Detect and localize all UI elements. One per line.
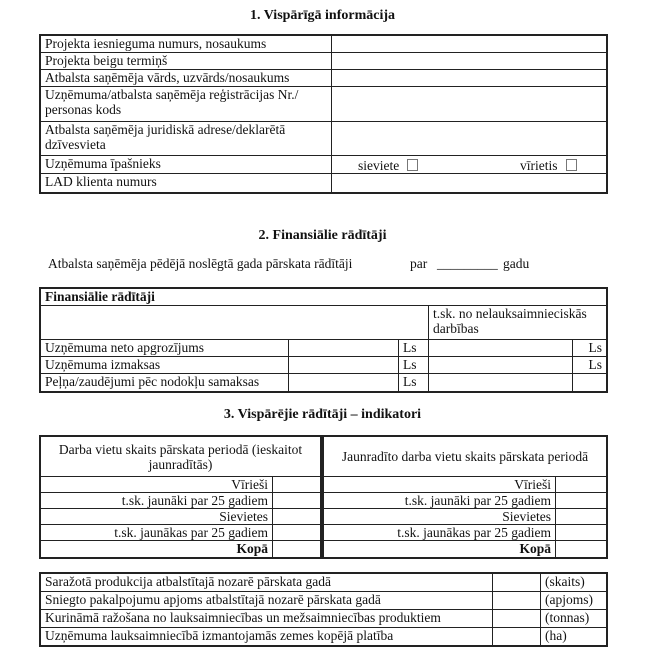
row-label: LAD klienta numurs (41, 174, 332, 193)
jobs-table (40, 436, 321, 558)
financial-table-title: Finansiālie rādītāji (41, 289, 607, 306)
unit-label: (apjoms) (541, 592, 607, 610)
row-label: t.sk. jaunākas par 25 gadiem (324, 525, 556, 541)
female-option[interactable] (358, 158, 418, 173)
input-cell[interactable] (493, 592, 541, 610)
indicator-label: Kurināmā ražošana no lauksaimniecības un mežsaimniecības produktiem (41, 610, 493, 628)
row-label: Projekta iesnieguma numurs, nosaukums (41, 36, 332, 53)
financial-table (40, 288, 607, 392)
input-cell[interactable] (273, 541, 321, 558)
input-cell[interactable] (332, 36, 607, 53)
row-label: Atbalsta saņēmēja juridiskā adrese/deklarētā dzīvesvieta (41, 122, 332, 156)
input-cell[interactable] (289, 357, 399, 374)
input-cell[interactable] (429, 357, 573, 374)
section-3-title: 3. Vispārējie rādītāji – indikatori (223, 407, 422, 422)
currency-label: Ls (573, 340, 607, 357)
indicators-table (40, 573, 607, 646)
input-cell[interactable] (332, 122, 607, 156)
indicator-label: Sniegto pakalpojumu apjoms atbalstītajā nozarē pārskata gadā (41, 592, 493, 610)
total-label: Kopā (324, 541, 556, 558)
non-agri-header: t.sk. no nelauksaimnieciskās darbības (429, 306, 607, 340)
input-cell[interactable] (273, 493, 321, 509)
input-cell[interactable] (429, 374, 573, 392)
row-label: Vīrieši (41, 477, 273, 493)
total-label: Kopā (41, 541, 273, 558)
unit-label: (tonnas) (541, 610, 607, 628)
row-label: Uzņēmuma īpašnieks (41, 156, 332, 174)
female-checkbox[interactable] (407, 159, 418, 171)
unit-label: (ha) (541, 628, 607, 646)
unit-label: (skaits) (541, 574, 607, 592)
report-intro: Atbalsta saņēmēja pēdējā noslēgtā gada pārskata rādītāji (48, 256, 353, 271)
indicator-label: Saražotā produkcija atbalstītajā nozarē pārskata gadā (41, 574, 493, 592)
input-cell[interactable] (332, 87, 607, 122)
section-1-title: 1. Vispārīgā informācija (249, 8, 396, 23)
row-label: t.sk. jaunākas par 25 gadiem (41, 525, 273, 541)
row-label: Uzņēmuma izmaksas (41, 357, 289, 374)
new-jobs-table (323, 436, 607, 558)
owner-gender-cell (332, 156, 607, 174)
input-cell[interactable] (273, 525, 321, 541)
input-cell[interactable] (556, 493, 607, 509)
input-cell[interactable] (289, 340, 399, 357)
jobs-header: Darba vietu skaits pārskata periodā (ieskaitot jaunradītās) (41, 437, 321, 477)
currency-label: Ls (399, 374, 429, 392)
male-checkbox[interactable] (566, 159, 577, 171)
row-label: Sievietes (324, 509, 556, 525)
input-cell[interactable] (556, 477, 607, 493)
row-label: Projekta beigu termiņš (41, 53, 332, 70)
input-cell[interactable] (556, 525, 607, 541)
currency-label: Ls (399, 357, 429, 374)
row-label: Uzņēmuma neto apgrozījums (41, 340, 289, 357)
male-label: vīrietis (520, 158, 558, 173)
general-info-table (40, 35, 607, 193)
input-cell[interactable] (289, 374, 399, 392)
new-jobs-header: Jaunradīto darba vietu skaits pārskata periodā (324, 437, 607, 477)
year-field[interactable]: _________ (437, 256, 498, 271)
currency-label: Ls (399, 340, 429, 357)
par-label: par (410, 256, 428, 271)
input-cell[interactable] (493, 628, 541, 646)
row-label: Sievietes (41, 509, 273, 525)
input-cell[interactable] (332, 174, 607, 193)
section-2-title: 2. Finansiālie rādītāji (258, 228, 387, 243)
input-cell[interactable] (493, 574, 541, 592)
input-cell[interactable] (273, 509, 321, 525)
row-label: Atbalsta saņēmēja vārds, uzvārds/nosaukums (41, 70, 332, 87)
row-label: t.sk. jaunāki par 25 gadiem (324, 493, 556, 509)
currency-label: Ls (573, 357, 607, 374)
input-cell[interactable] (429, 340, 573, 357)
gadu-label: gadu (503, 256, 530, 271)
input-cell[interactable] (332, 70, 607, 87)
row-label: Vīrieši (324, 477, 556, 493)
input-cell[interactable] (556, 509, 607, 525)
input-cell[interactable] (556, 541, 607, 558)
indicator-label: Uzņēmuma lauksaimniecībā izmantojamās zemes kopējā platība (41, 628, 493, 646)
input-cell[interactable] (493, 610, 541, 628)
male-option[interactable] (520, 158, 577, 173)
input-cell[interactable] (332, 53, 607, 70)
row-label: Peļņa/zaudējumi pēc nodokļu samaksas (41, 374, 289, 392)
row-label: t.sk. jaunāki par 25 gadiem (41, 493, 273, 509)
row-label: Uzņēmuma/atbalsta saņēmēja reģistrācijas Nr./ personas kods (41, 87, 332, 122)
female-label: sieviete (358, 158, 400, 173)
input-cell[interactable] (273, 477, 321, 493)
